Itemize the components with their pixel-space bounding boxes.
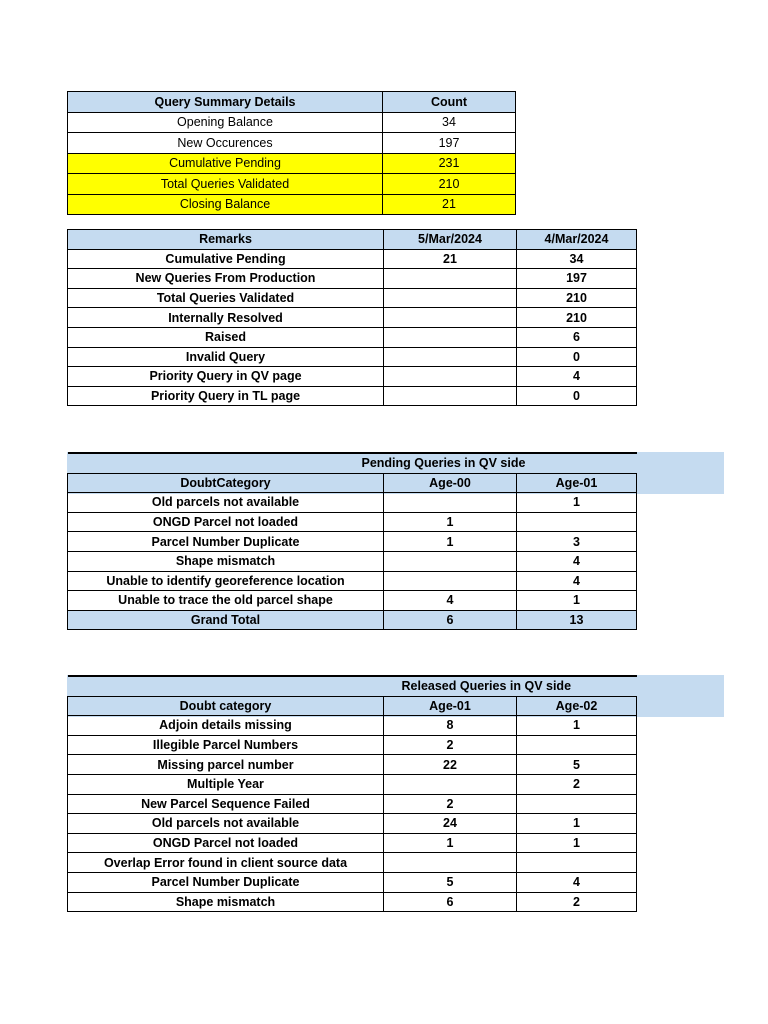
pending-value <box>384 571 517 591</box>
released-value <box>517 853 637 873</box>
table-row <box>68 735 637 755</box>
summary-body <box>68 92 516 215</box>
remarks-value: 197 <box>517 269 637 289</box>
remarks-value: 6 <box>517 327 637 347</box>
pending-category: Unable to identify georeference location <box>68 571 384 591</box>
pending-value: 4 <box>517 551 637 571</box>
remarks-value: 21 <box>384 249 517 269</box>
table-row <box>68 174 516 195</box>
pending-value: 4 <box>384 591 517 611</box>
table-row <box>68 892 637 912</box>
table-row <box>68 153 516 174</box>
pending-title-cell <box>361 453 637 473</box>
remarks-value <box>384 347 517 367</box>
pending-header-age: Age-00 <box>384 473 517 493</box>
table-row <box>68 386 637 406</box>
released-value <box>517 794 637 814</box>
released-value: 6 <box>384 892 517 912</box>
released-queries-table <box>67 675 637 912</box>
released-category: Shape mismatch <box>68 892 384 912</box>
remarks-value <box>384 386 517 406</box>
remarks-value <box>384 269 517 289</box>
released-value: 24 <box>384 814 517 834</box>
remarks-label: Priority Query in QV page <box>68 367 384 387</box>
released-title: Released Queries in QV side <box>401 679 572 694</box>
remarks-value: 4 <box>517 367 637 387</box>
pending-value <box>517 512 637 532</box>
released-title-row <box>68 676 637 696</box>
remarks-value <box>384 308 517 328</box>
remarks-header-label: Remarks <box>68 230 384 250</box>
pending-header-age: Age-01 <box>517 473 637 493</box>
pending-value: 1 <box>517 493 637 513</box>
summary-header-count: Count <box>383 92 516 113</box>
remarks-label: Invalid Query <box>68 347 384 367</box>
empty-cell <box>68 453 384 473</box>
released-category: Multiple Year <box>68 774 384 794</box>
empty-cell <box>68 676 384 696</box>
remarks-value: 210 <box>517 308 637 328</box>
released-category: Illegible Parcel Numbers <box>68 735 384 755</box>
released-header-row <box>68 696 637 716</box>
pending-total-row <box>68 610 637 630</box>
remarks-value: 0 <box>517 347 637 367</box>
pending-category: Shape mismatch <box>68 551 384 571</box>
table-row <box>68 308 637 328</box>
released-value: 2 <box>517 892 637 912</box>
table-row <box>68 794 637 814</box>
released-header-age: Age-02 <box>517 696 637 716</box>
table-row <box>68 591 637 611</box>
remarks-value: 210 <box>517 288 637 308</box>
released-value: 1 <box>517 833 637 853</box>
summary-label: New Occurences <box>68 133 383 154</box>
released-value: 22 <box>384 755 517 775</box>
remarks-table <box>67 229 637 406</box>
remarks-label: Priority Query in TL page <box>68 386 384 406</box>
released-value: 1 <box>517 814 637 834</box>
summary-count: 197 <box>383 133 516 154</box>
summary-count: 34 <box>383 112 516 133</box>
table-row <box>68 774 637 794</box>
remarks-value: 0 <box>517 386 637 406</box>
summary-header-label: Query Summary Details <box>68 92 383 113</box>
released-value: 1 <box>384 833 517 853</box>
remarks-label: Internally Resolved <box>68 308 384 328</box>
pending-value: 4 <box>517 571 637 591</box>
table-row <box>68 512 637 532</box>
pending-value <box>384 493 517 513</box>
remarks-label: New Queries From Production <box>68 269 384 289</box>
released-category: Adjoin details missing <box>68 716 384 736</box>
table-row <box>68 716 637 736</box>
released-header-category: Doubt category <box>68 696 384 716</box>
pending-value: 1 <box>517 591 637 611</box>
summary-count: 210 <box>383 174 516 195</box>
pending-title-row <box>68 453 637 473</box>
released-value: 5 <box>517 755 637 775</box>
table-row <box>68 493 637 513</box>
table-row <box>68 367 637 387</box>
query-summary-table <box>67 91 516 215</box>
pending-header-row <box>68 473 637 493</box>
table-row <box>68 755 637 775</box>
summary-count: 231 <box>383 153 516 174</box>
released-value: 4 <box>517 872 637 892</box>
pending-value: 1 <box>384 512 517 532</box>
table-row <box>68 327 637 347</box>
remarks-label: Cumulative Pending <box>68 249 384 269</box>
table-row <box>68 249 637 269</box>
released-value: 5 <box>384 872 517 892</box>
remarks-value <box>384 327 517 347</box>
released-value: 1 <box>517 716 637 736</box>
summary-label: Opening Balance <box>68 112 383 133</box>
released-header-age: Age-01 <box>384 696 517 716</box>
table-row <box>68 194 516 215</box>
pending-category: Parcel Number Duplicate <box>68 532 384 552</box>
pending-header-category: DoubtCategory <box>68 473 384 493</box>
pending-category: Old parcels not available <box>68 493 384 513</box>
grand-total-value: 6 <box>384 610 517 630</box>
table-row <box>68 833 637 853</box>
released-category: Parcel Number Duplicate <box>68 872 384 892</box>
remarks-value <box>384 288 517 308</box>
summary-label: Closing Balance <box>68 194 383 215</box>
remarks-label: Total Queries Validated <box>68 288 384 308</box>
released-value: 2 <box>517 774 637 794</box>
pending-value: 1 <box>384 532 517 552</box>
remarks-header-date2: 4/Mar/2024 <box>517 230 637 250</box>
pending-category: ONGD Parcel not loaded <box>68 512 384 532</box>
table-row <box>68 269 637 289</box>
grand-total-label: Grand Total <box>68 610 384 630</box>
released-category: Overlap Error found in client source data <box>68 853 384 873</box>
summary-count: 21 <box>383 194 516 215</box>
table-row <box>68 288 637 308</box>
released-value: 2 <box>384 735 517 755</box>
table-row <box>68 112 516 133</box>
released-title-cell <box>384 676 637 696</box>
grand-total-value: 13 <box>517 610 637 630</box>
released-value: 2 <box>384 794 517 814</box>
released-category: Missing parcel number <box>68 755 384 775</box>
released-value <box>384 853 517 873</box>
remarks-header-row <box>68 230 637 250</box>
remarks-value <box>384 367 517 387</box>
table-row <box>68 814 637 834</box>
summary-label: Cumulative Pending <box>68 153 383 174</box>
pending-value <box>384 551 517 571</box>
table-row <box>68 571 637 591</box>
table-row <box>68 133 516 154</box>
remarks-value: 34 <box>517 249 637 269</box>
released-value: 8 <box>384 716 517 736</box>
remarks-header-date1: 5/Mar/2024 <box>384 230 517 250</box>
summary-label: Total Queries Validated <box>68 174 383 195</box>
table-row <box>68 872 637 892</box>
released-category: New Parcel Sequence Failed <box>68 794 384 814</box>
table-row <box>68 853 637 873</box>
table-row <box>68 551 637 571</box>
summary-header-row <box>68 92 516 113</box>
pending-category: Unable to trace the old parcel shape <box>68 591 384 611</box>
pending-title: Pending Queries in QV side <box>361 456 526 471</box>
released-value <box>517 735 637 755</box>
released-category: ONGD Parcel not loaded <box>68 833 384 853</box>
released-category: Old parcels not available <box>68 814 384 834</box>
remarks-label: Raised <box>68 327 384 347</box>
released-value <box>384 774 517 794</box>
pending-queries-table <box>67 452 637 630</box>
pending-value: 3 <box>517 532 637 552</box>
table-row <box>68 532 637 552</box>
table-row <box>68 347 637 367</box>
